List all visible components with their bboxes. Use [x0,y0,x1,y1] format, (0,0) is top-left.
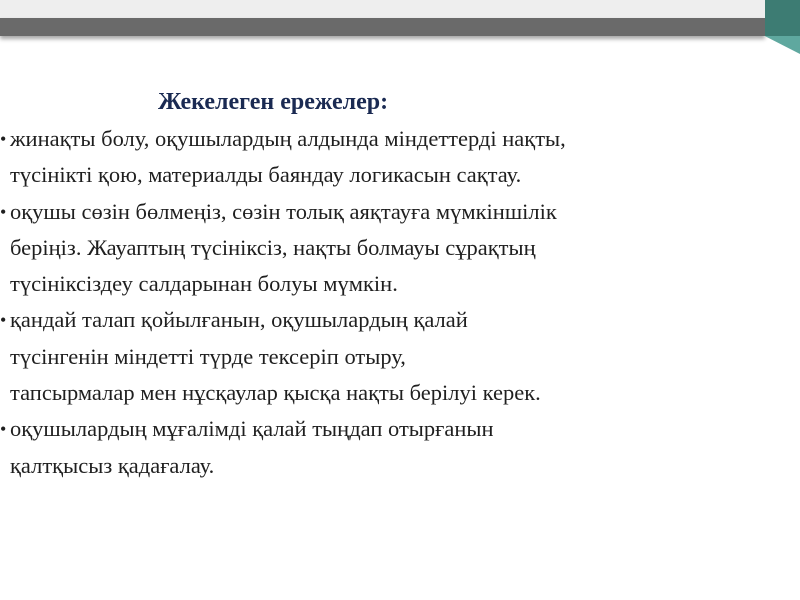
list-item [0,411,790,484]
list-item-line: түсініксіздеу салдарынан болуы мүмкін. [10,271,398,297]
corner-accent-dark [765,0,800,36]
list-item-line: оқушылардың мұғалімді қалай тыңдап отырғанын [10,416,494,442]
list-item-line: қандай талап қойылғанын, оқушылардың қалай [10,307,468,333]
list-item-line: түсінікті қою, материалды баяндау логикасын сақтау. [10,162,522,188]
bullet-icon: • [0,310,7,331]
list-item-line: жинақты болу, оқушылардың алдында міндеттерді нақты, [10,126,566,151]
header-band [0,0,765,18]
bullet-icon: • [0,419,7,440]
list-item [0,121,790,194]
list-item-line: қалтқысыз қадағалау. [10,452,215,478]
bullet-icon: • [0,129,7,149]
list-item [0,194,790,303]
list-item-line: оқушы сөзін бөлмеңіз, сөзін толық аяқтауға мүмкіншілік [10,198,557,224]
list-item-line: тапсырмалар мен нұсқаулар қысқа нақты берілуі керек. [10,380,541,406]
rules-list [0,121,790,484]
list-item [0,302,790,411]
bullet-icon: • [0,201,7,222]
list-item-line: беріңіз. Жауаптың түсініксіз, нақты болмауы сұрақтың [10,234,536,260]
header-bar [0,18,765,36]
list-item-line: түсінгенін міндетті түрде тексеріп отыру, [10,343,406,369]
slide-title: Жекелеген ережелер: [158,89,389,115]
